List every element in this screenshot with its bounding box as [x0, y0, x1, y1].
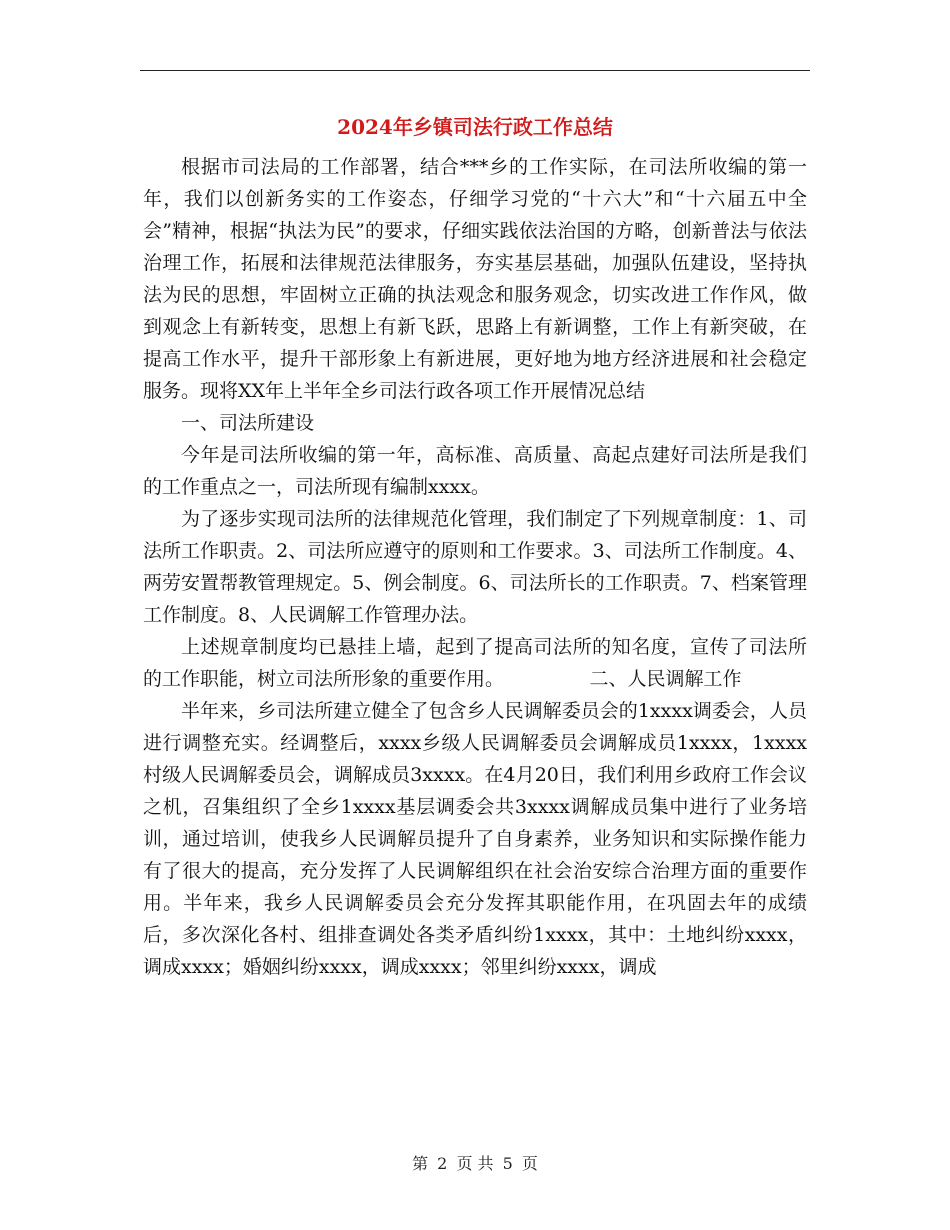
document-title: 2024年乡镇司法行政工作总结	[337, 115, 613, 139]
intro-paragraph: 根据市司法局的工作部署，结合***乡的工作实际，在司法所收编的第一年，我们以创新务实的工作姿态，仔细学习党的“十六大”和“十六届五中全会”精神，根据“执法为民”的要求，仔细实践依法治国的方略，创新普法与依法治理工作，拓展和法律规范法律服务，夯实基层基础，加强队伍建设，坚持执法为民的思想，牢固树立正确的执法观念和服务观念，切实改进工作作风，做到观念上有新转变，思想上有新飞跃，思路上有新调整，工作上有新突破，在提高工作水平，提升干部形象上有新进展，更好地为地方经济进展和社会稳定服务。现将XX年上半年全乡司法行政各项工作开展情况总结	[143, 156, 807, 402]
page-number-current: 2	[437, 1154, 448, 1173]
page-label-suffix: 页	[521, 1154, 538, 1173]
header-divider	[140, 70, 810, 71]
paragraph-regulations: 为了逐步实现司法所的法律规范化管理，我们制定了下列规章制度：1、司法所工作职责。2、司法所应遵守的原则和工作要求。3、司法所工作制度。4、两劳安置帮教管理规定。5、例会制度。6、司法所长的工作职责。7、档案管理工作制度。8、人民调解工作管理办法。	[143, 508, 807, 626]
page-label-prefix: 第	[412, 1154, 429, 1173]
paragraph-mediation-work: 半年来，乡司法所建立健全了包含乡人民调解委员会的1xxxx调委会，人员进行调整充实。经调整后，xxxx乡级人民调解委员会调解成员1xxxx，1xxxx村级人民调解委员会，调解成员3xxxx。在4月20日，我们利用乡政府工作会议之机，召集组织了全乡1xxxx基层调委会共3xxxx调解成员集中进行了业务培训，通过培训，使我乡人民调解员提升了自身素养，业务知识和实际操作能力有了很大的提高，充分发挥了人民调解组织在社会治安综合治理方面的重要作用。半年来，我乡人民调解委员会充分发挥其职能作用，在巩固去年的成绩后，多次深化各村、组排查调处各类矛盾纠纷1xxxx，其中：土地纠纷xxxx，调成xxxx；婚姻纠纷xxxx，调成xxxx；邻里纠纷xxxx，调成	[143, 700, 807, 978]
document-body	[143, 151, 807, 983]
page-footer	[0, 1152, 950, 1176]
page-label-middle: 页 共	[456, 1154, 494, 1173]
paragraph-office-overview: 今年是司法所收编的第一年，高标准、高质量、高起点建好司法所是我们的工作重点之一，司法所现有编制xxxx。	[143, 444, 807, 498]
section-heading-justice-office: 一、司法所建设	[181, 412, 315, 434]
page-number-total: 5	[502, 1154, 513, 1173]
paragraph-regulations-effect: 上述规章制度均已悬挂上墙，起到了提高司法所的知名度，宣传了司法所的工作职能，树立司法所形象的重要作用。 二、人民调解工作	[143, 636, 807, 690]
